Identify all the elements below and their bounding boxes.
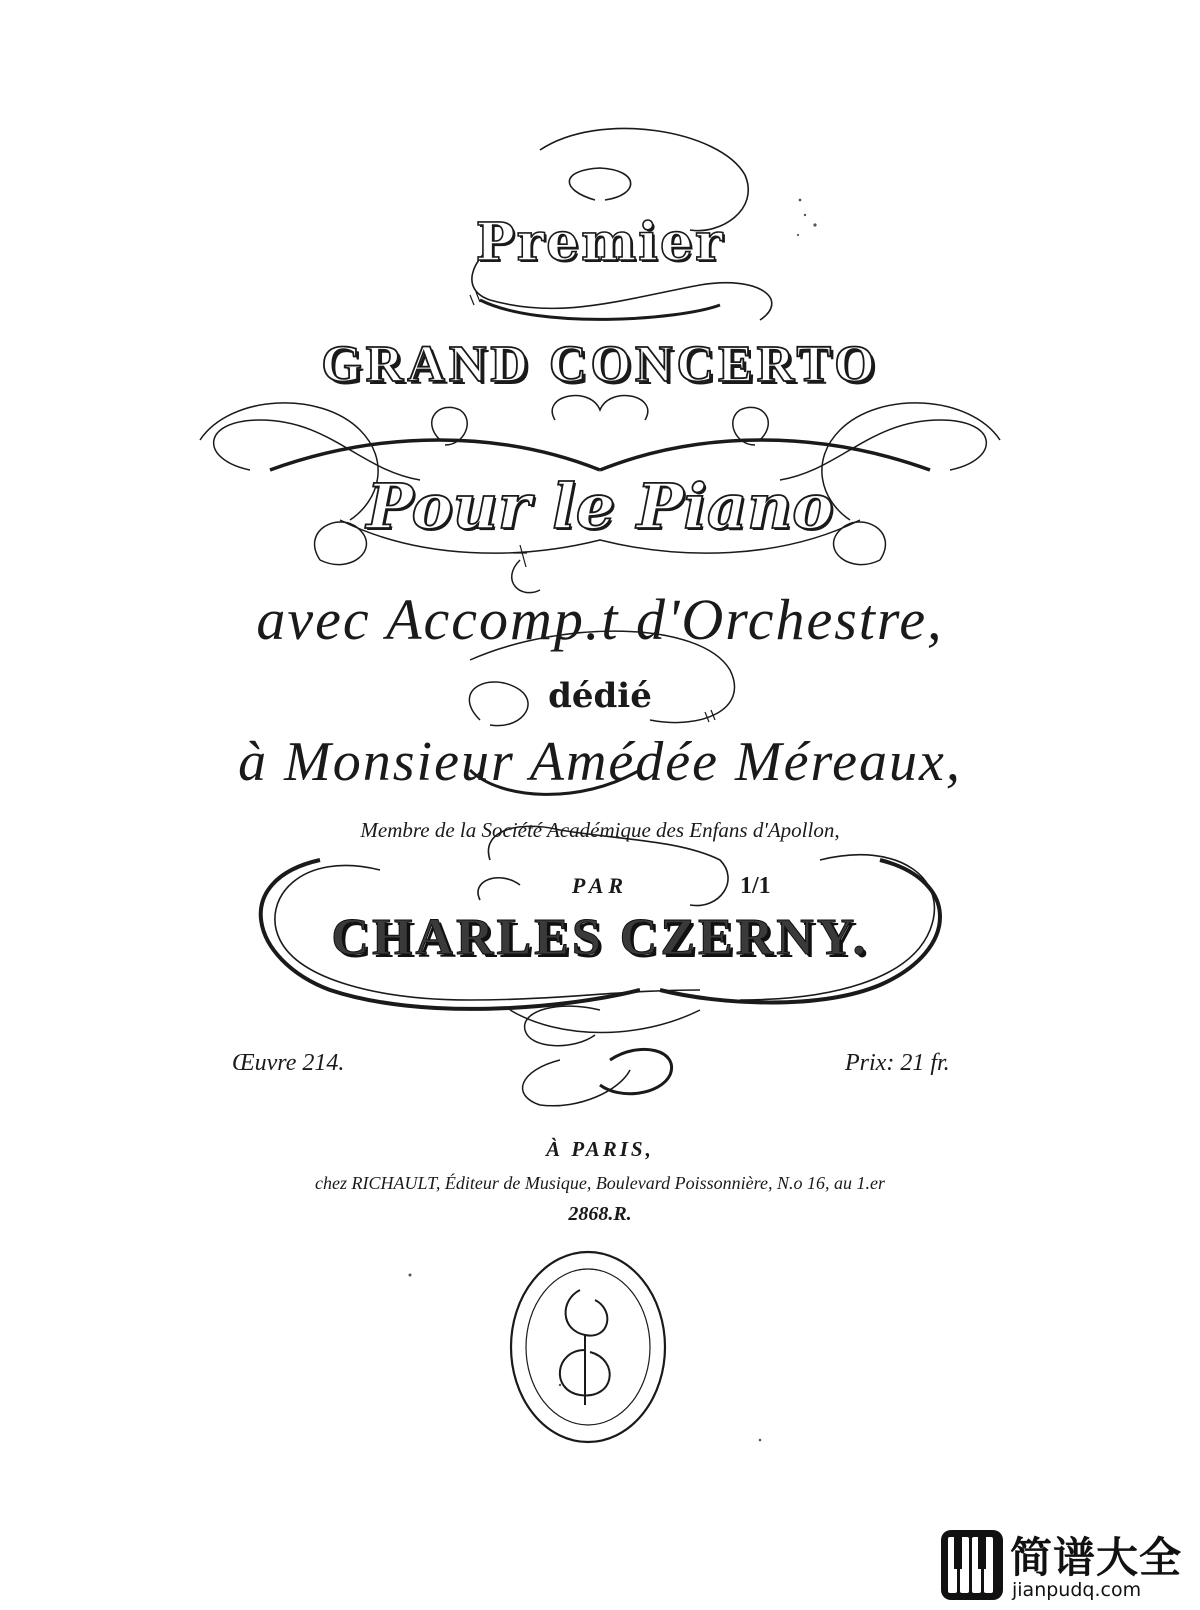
fraction-mark: 1/1	[740, 873, 771, 899]
dedicatee-membership: Membre de la Société Académique des Enfans d'Apollon,	[360, 818, 840, 842]
library-stamp	[511, 1252, 665, 1442]
subtitle-accompaniment: avec Accomp.t d'Orchestre,	[256, 587, 944, 652]
dedication-label: dédié	[548, 676, 652, 716]
publication-city: À PARIS,	[546, 1137, 654, 1161]
publisher-address: chez RICHAULT, Éditeur de Musique, Boulevard Poissonnière, N.o 16, au 1.er	[315, 1173, 885, 1193]
composer-name: CHARLES CZERNY.	[331, 909, 869, 966]
dedicatee-name: à Monsieur Amédée Méreaux,	[238, 731, 962, 793]
opus-number: Œuvre 214.	[232, 1050, 345, 1076]
title-grand-concerto: GRAND CONCERTO	[321, 336, 879, 393]
bottom-flourish	[510, 1006, 700, 1106]
watermark-cn-text: 简谱大全	[1010, 1533, 1183, 1582]
piano-keys-icon	[940, 1529, 1004, 1601]
by-label: PAR	[571, 873, 629, 898]
title-pour-le-piano: Pour le Piano	[366, 470, 834, 543]
price: Prix: 21 fr.	[845, 1050, 950, 1076]
site-watermark	[940, 1525, 1195, 1605]
watermark-url: jianpudq.com	[1012, 1579, 1142, 1601]
title-premier: Premier	[475, 212, 725, 273]
plate-number: 2868.R.	[568, 1203, 632, 1225]
